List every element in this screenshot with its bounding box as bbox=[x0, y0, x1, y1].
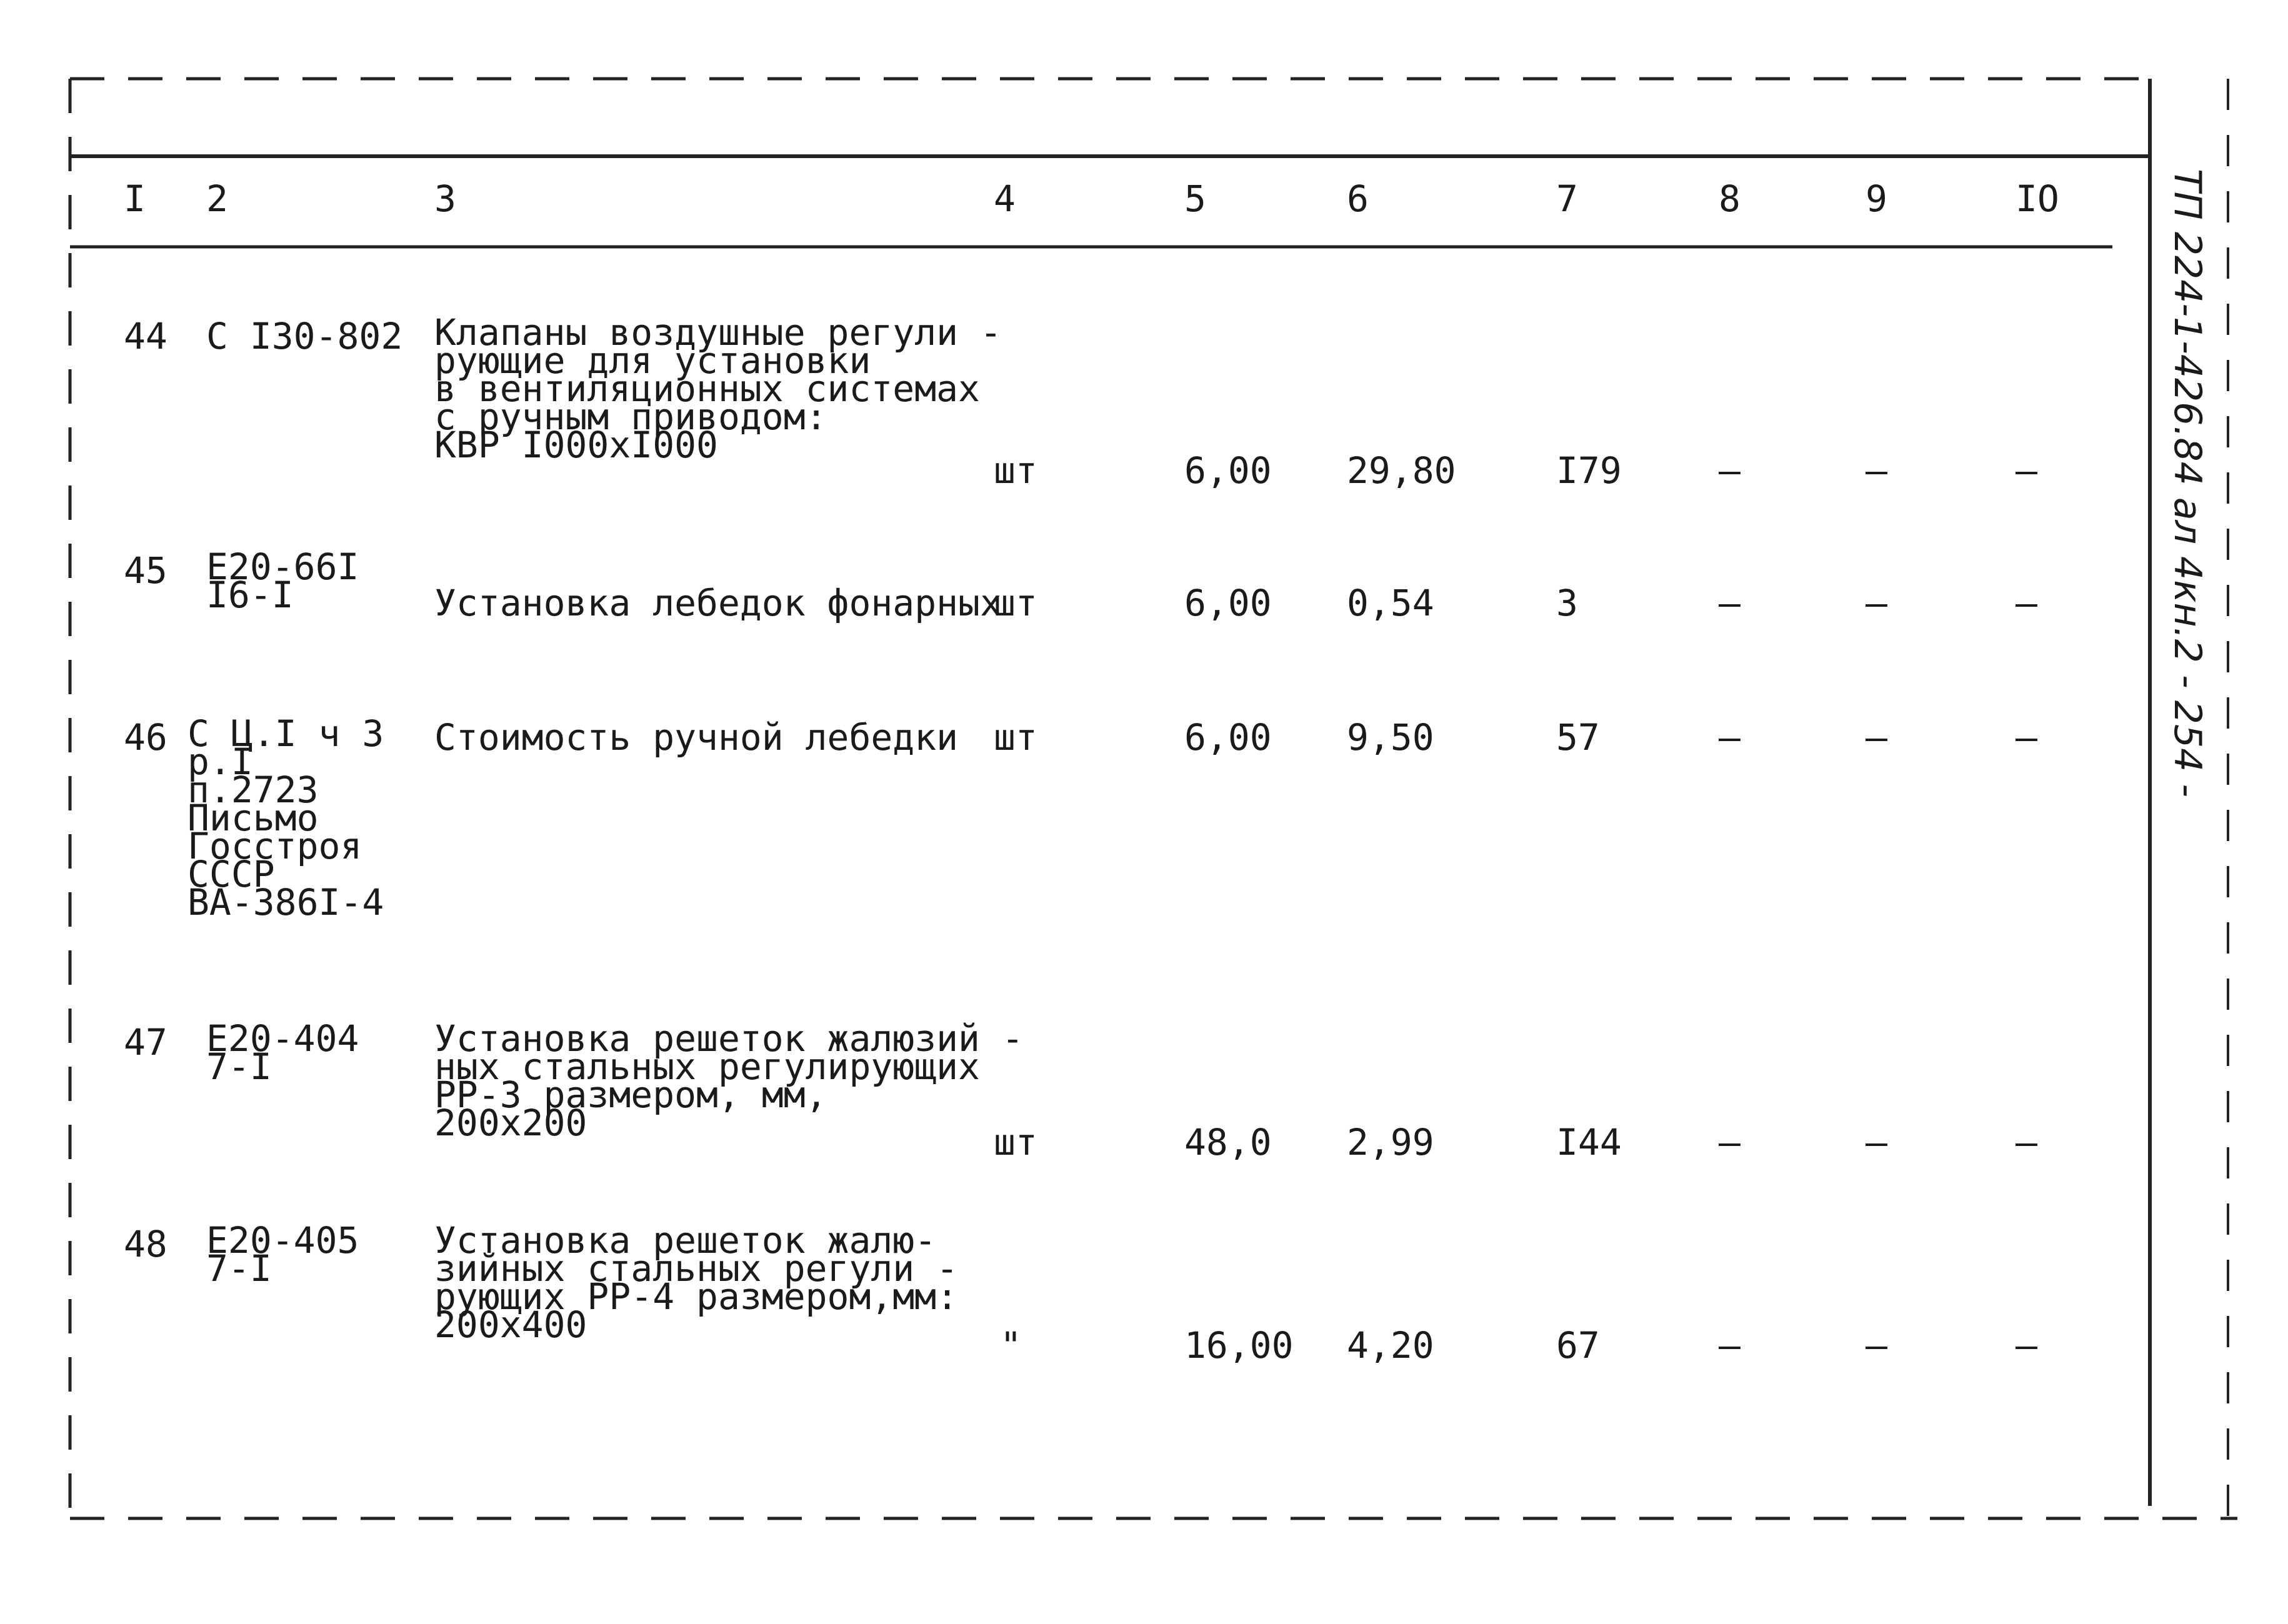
table-row-col10: – bbox=[2016, 1121, 2037, 1163]
table-row-code: Е20-66I I6-I bbox=[206, 545, 359, 616]
table-row-desc: Клапаны воздушные регули - рующие для установки в вентиляционных системах с ручным приводом: КВР I000xI000 bbox=[434, 311, 1002, 466]
table-row-code: Е20-405 7-I bbox=[206, 1219, 359, 1290]
table-row-desc: Установка решеток жалю- зийных стальных регули - рующих РР-4 размером,мм: 200x400 bbox=[434, 1219, 959, 1346]
header-col-1: I bbox=[124, 177, 146, 220]
table-row-code: Е20-404 7-I bbox=[206, 1017, 359, 1088]
header-col-8: 8 bbox=[1719, 177, 1741, 220]
table-row-price: 0,54 bbox=[1347, 582, 1434, 624]
stamp-text: ТП 224-1-426.84 ал 4кн.2 - 254 - bbox=[2166, 169, 2209, 797]
table-row-col8: – bbox=[1719, 582, 1741, 624]
table-row-col9: – bbox=[1866, 1121, 1887, 1163]
table-row-col9: – bbox=[1866, 1324, 1887, 1367]
table-row-price: 9,50 bbox=[1347, 716, 1434, 759]
table-row-col9: – bbox=[1866, 449, 1887, 492]
table-row-num: 48 bbox=[124, 1223, 167, 1265]
table-row-col10: – bbox=[2016, 449, 2037, 492]
table-row-col9: – bbox=[1866, 582, 1887, 624]
table-row-qty: 6,00 bbox=[1184, 449, 1272, 492]
table-row-desc: Установка решеток жалюзий - ных стальных регулирующих РР-3 размером, мм, 200x200 bbox=[434, 1017, 1024, 1144]
table-row-total: 3 bbox=[1556, 582, 1578, 624]
header-col-9: 9 bbox=[1866, 177, 1887, 220]
table-row-qty: 48,0 bbox=[1184, 1121, 1272, 1163]
table-row-total: 67 bbox=[1556, 1324, 1600, 1367]
header-col-10: IO bbox=[2016, 177, 2059, 220]
table-row-desc: Установка лебедок фонарных bbox=[434, 582, 1002, 624]
table-row-qty: 6,00 bbox=[1184, 716, 1272, 759]
table-row-qty: 16,00 bbox=[1184, 1324, 1294, 1367]
header-col-5: 5 bbox=[1184, 177, 1206, 220]
table-row-unit: шт bbox=[994, 1121, 1037, 1163]
header-col-7: 7 bbox=[1556, 177, 1578, 220]
table-row-code: С I30-802 bbox=[206, 315, 403, 357]
table-row-desc: Стоимость ручной лебедки bbox=[434, 716, 959, 759]
table-row-unit: шт bbox=[994, 716, 1037, 759]
table-row-col8: – bbox=[1719, 1121, 1741, 1163]
table-row-col10: – bbox=[2016, 1324, 2037, 1367]
table-row-unit: " bbox=[1000, 1324, 1022, 1367]
table-row-col10: – bbox=[2016, 582, 2037, 624]
table-row-total: I44 bbox=[1556, 1121, 1622, 1163]
table-row-price: 2,99 bbox=[1347, 1121, 1434, 1163]
table-row-price: 4,20 bbox=[1347, 1324, 1434, 1367]
table-row-price: 29,80 bbox=[1347, 449, 1456, 492]
table-row-unit: шт bbox=[994, 449, 1037, 492]
table-row-col9: – bbox=[1866, 716, 1887, 759]
header-col-3: 3 bbox=[434, 177, 456, 220]
table-row-qty: 6,00 bbox=[1184, 582, 1272, 624]
table-row-num: 47 bbox=[124, 1021, 167, 1064]
table-row-unit: шт bbox=[994, 582, 1037, 624]
header-col-2: 2 bbox=[206, 177, 228, 220]
header-col-6: 6 bbox=[1347, 177, 1369, 220]
table-row-col10: – bbox=[2016, 716, 2037, 759]
table-row-col8: – bbox=[1719, 1324, 1741, 1367]
header-col-4: 4 bbox=[994, 177, 1016, 220]
table-row-num: 44 bbox=[124, 315, 167, 357]
table-row-total: 57 bbox=[1556, 716, 1600, 759]
table-row-col8: – bbox=[1719, 449, 1741, 492]
table-row-col8: – bbox=[1719, 716, 1741, 759]
table-row-code: С Ц.I ч 3 р.I п.2723 Письмо Госстроя СССР ВА-386I-4 bbox=[187, 712, 384, 924]
table-row-num: 46 bbox=[124, 716, 167, 759]
document-stamp bbox=[2137, 169, 2250, 919]
table-row-total: I79 bbox=[1556, 449, 1622, 492]
table-row-num: 45 bbox=[124, 549, 167, 592]
